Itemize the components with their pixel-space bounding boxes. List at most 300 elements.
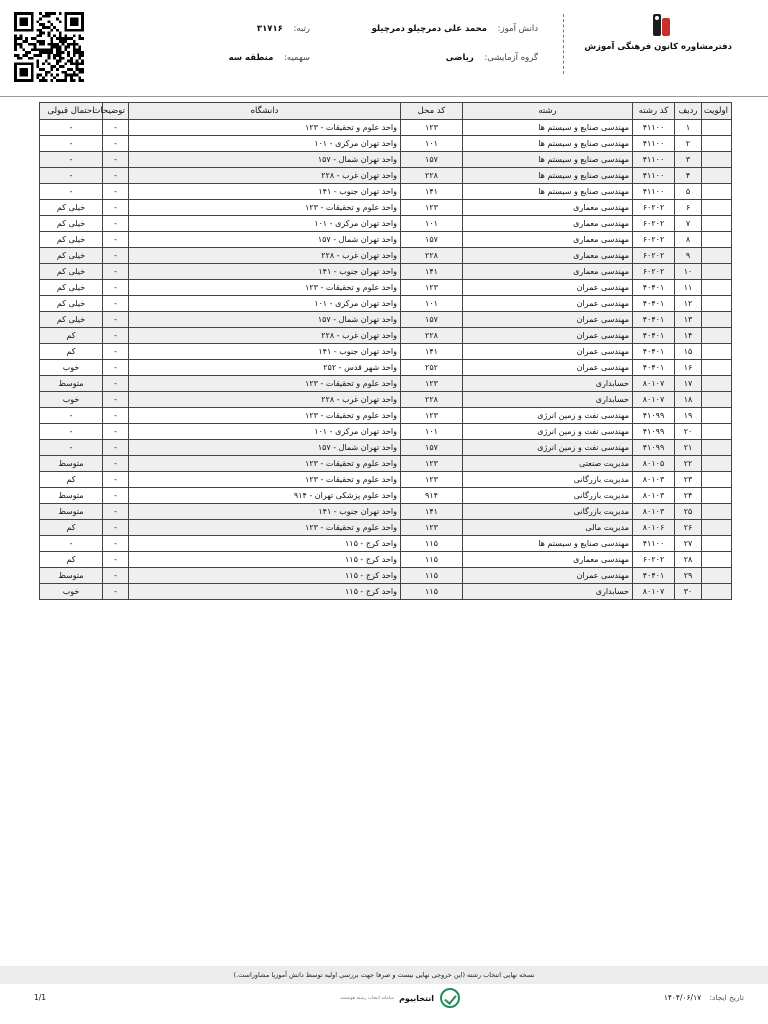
row-number-cell: ۲۵ xyxy=(675,504,702,520)
priority-cell xyxy=(702,504,732,520)
header-major-code: کد رشته xyxy=(633,103,675,120)
row-number-cell: ۶ xyxy=(675,200,702,216)
row-number-cell: ۱۶ xyxy=(675,360,702,376)
row-number-cell: ۷ xyxy=(675,216,702,232)
priority-cell xyxy=(702,280,732,296)
priority-cell xyxy=(702,168,732,184)
table-row xyxy=(40,568,732,584)
row-number-cell: ۱۵ xyxy=(675,344,702,360)
row-number-cell: ۱۰ xyxy=(675,264,702,280)
university-cell: واحد تهران جنوب - ۱۴۱ xyxy=(129,184,401,200)
quota-field xyxy=(229,53,310,63)
location-code-cell: ۲۲۸ xyxy=(401,392,463,408)
table-row xyxy=(40,392,732,408)
university-cell: واحد علوم و تحقیقات - ۱۲۳ xyxy=(129,376,401,392)
location-code-cell: ۹۱۴ xyxy=(401,488,463,504)
major-cell: مدیریت صنعتی xyxy=(463,456,633,472)
quota-label: سهمیه: xyxy=(284,53,310,63)
acceptance-chance-cell: - xyxy=(40,152,103,168)
priority-cell xyxy=(702,200,732,216)
university-cell: واحد علوم و تحقیقات - ۱۲۳ xyxy=(129,200,401,216)
table-row xyxy=(40,312,732,328)
major-code-cell: ۴۰۴۰۱ xyxy=(633,312,675,328)
university-cell: واحد تهران جنوب - ۱۴۱ xyxy=(129,344,401,360)
row-number-cell: ۲۸ xyxy=(675,552,702,568)
priority-cell xyxy=(702,488,732,504)
notes-cell: - xyxy=(103,440,129,456)
major-code-cell: ۸۰۱۰۷ xyxy=(633,584,675,600)
creation-date-value: ۱۴۰۴/۰۶/۱۷ xyxy=(663,993,702,1002)
university-cell: واحد کرج - ۱۱۵ xyxy=(129,552,401,568)
university-cell: واحد علوم و تحقیقات - ۱۲۳ xyxy=(129,280,401,296)
row-number-cell: ۳ xyxy=(675,152,702,168)
priority-cell xyxy=(702,360,732,376)
notes-cell: - xyxy=(103,152,129,168)
priority-cell xyxy=(702,552,732,568)
creation-date xyxy=(664,993,744,1002)
major-code-cell: ۴۱۱۰۰ xyxy=(633,168,675,184)
acceptance-chance-cell: خوب xyxy=(40,392,103,408)
row-number-cell: ۲۴ xyxy=(675,488,702,504)
major-code-cell: ۸۰۱۰۵ xyxy=(633,456,675,472)
table-row xyxy=(40,408,732,424)
location-code-cell: ۱۲۳ xyxy=(401,200,463,216)
university-cell: واحد تهران غرب - ۲۲۸ xyxy=(129,168,401,184)
row-number-cell: ۴ xyxy=(675,168,702,184)
table-row xyxy=(40,280,732,296)
acceptance-chance-cell: کم xyxy=(40,520,103,536)
major-cell: مهندسی صنایع و سیستم ها xyxy=(463,136,633,152)
acceptance-chance-cell: متوسط xyxy=(40,456,103,472)
table-row xyxy=(40,504,732,520)
location-code-cell: ۲۲۸ xyxy=(401,328,463,344)
major-cell: مهندسی معماری xyxy=(463,248,633,264)
major-code-cell: ۸۰۱۰۳ xyxy=(633,504,675,520)
notes-cell: - xyxy=(103,424,129,440)
row-number-cell: ۳۰ xyxy=(675,584,702,600)
location-code-cell: ۱۰۱ xyxy=(401,136,463,152)
report-header xyxy=(0,0,768,96)
row-number-cell: ۲۳ xyxy=(675,472,702,488)
major-cell: مهندسی عمران xyxy=(463,344,633,360)
major-code-cell: ۸۰۱۰۳ xyxy=(633,488,675,504)
table-row xyxy=(40,488,732,504)
acceptance-chance-cell: خیلی کم xyxy=(40,200,103,216)
university-cell: واحد تهران مرکزی - ۱۰۱ xyxy=(129,424,401,440)
major-code-cell: ۸۰۱۰۳ xyxy=(633,472,675,488)
major-cell: مهندسی معماری xyxy=(463,232,633,248)
row-number-cell: ۱ xyxy=(675,120,702,136)
location-code-cell: ۱۰۱ xyxy=(401,296,463,312)
major-cell: حسابداری xyxy=(463,376,633,392)
row-number-cell: ۱۲ xyxy=(675,296,702,312)
university-cell: واحد تهران غرب - ۲۲۸ xyxy=(129,328,401,344)
university-cell: واحد تهران شمال - ۱۵۷ xyxy=(129,232,401,248)
student-name-label: دانش آموز: xyxy=(497,24,538,34)
acceptance-chance-cell: - xyxy=(40,120,103,136)
header-divider xyxy=(563,14,564,74)
row-number-cell: ۸ xyxy=(675,232,702,248)
header-major: رشته xyxy=(463,103,633,120)
notes-cell: - xyxy=(103,280,129,296)
header-row-number: ردیف xyxy=(675,103,702,120)
location-code-cell: ۲۵۲ xyxy=(401,360,463,376)
row-number-cell: ۵ xyxy=(675,184,702,200)
major-cell: مهندسی عمران xyxy=(463,312,633,328)
notes-cell: - xyxy=(103,264,129,280)
table-row xyxy=(40,168,732,184)
major-cell: مهندسی نفت و زمین انرژی xyxy=(463,424,633,440)
priority-cell xyxy=(702,424,732,440)
row-number-cell: ۲۱ xyxy=(675,440,702,456)
major-cell: مهندسی عمران xyxy=(463,280,633,296)
table-row xyxy=(40,248,732,264)
priority-cell xyxy=(702,136,732,152)
acceptance-chance-cell: کم xyxy=(40,328,103,344)
acceptance-chance-cell: خوب xyxy=(40,360,103,376)
row-number-cell: ۹ xyxy=(675,248,702,264)
acceptance-chance-cell: خیلی کم xyxy=(40,312,103,328)
row-number-cell: ۱۷ xyxy=(675,376,702,392)
priority-cell xyxy=(702,344,732,360)
major-code-cell: ۴۰۴۰۱ xyxy=(633,296,675,312)
acceptance-chance-cell: - xyxy=(40,440,103,456)
major-cell: مهندسی معماری xyxy=(463,552,633,568)
table-row xyxy=(40,472,732,488)
table-row xyxy=(40,328,732,344)
exam-group-value: ریاضی xyxy=(445,53,474,63)
major-code-cell: ۶۰۲۰۲ xyxy=(633,248,675,264)
acceptance-chance-cell: متوسط xyxy=(40,488,103,504)
notes-cell: - xyxy=(103,168,129,184)
university-cell: واحد علوم و تحقیقات - ۱۲۳ xyxy=(129,408,401,424)
notes-cell: - xyxy=(103,248,129,264)
priority-cell xyxy=(702,392,732,408)
major-cell: مهندسی عمران xyxy=(463,296,633,312)
acceptance-chance-cell: متوسط xyxy=(40,568,103,584)
row-number-cell: ۲۹ xyxy=(675,568,702,584)
major-code-cell: ۶۰۲۰۲ xyxy=(633,552,675,568)
acceptance-chance-cell: خیلی کم xyxy=(40,280,103,296)
brand-block xyxy=(584,12,732,52)
acceptance-chance-cell: - xyxy=(40,184,103,200)
priority-cell xyxy=(702,376,732,392)
acceptance-chance-cell: - xyxy=(40,136,103,152)
table-row xyxy=(40,376,732,392)
notes-cell: - xyxy=(103,520,129,536)
notes-cell: - xyxy=(103,488,129,504)
priority-cell xyxy=(702,312,732,328)
notes-cell: - xyxy=(103,536,129,552)
table-row xyxy=(40,456,732,472)
major-cell: مهندسی صنایع و سیستم ها xyxy=(463,168,633,184)
priority-cell xyxy=(702,248,732,264)
university-cell: واحد علوم و تحقیقات - ۱۲۳ xyxy=(129,472,401,488)
university-cell: واحد تهران جنوب - ۱۴۱ xyxy=(129,504,401,520)
location-code-cell: ۱۲۳ xyxy=(401,456,463,472)
priority-cell xyxy=(702,184,732,200)
rank-label: رتبه: xyxy=(293,24,310,34)
priority-cell xyxy=(702,296,732,312)
notes-cell: - xyxy=(103,120,129,136)
university-cell: واحد تهران جنوب - ۱۴۱ xyxy=(129,264,401,280)
acceptance-chance-cell: خیلی کم xyxy=(40,216,103,232)
table-row xyxy=(40,584,732,600)
major-cell: مهندسی عمران xyxy=(463,568,633,584)
acceptance-chance-cell: خوب xyxy=(40,584,103,600)
student-name-field xyxy=(372,24,538,34)
row-number-cell: ۱۱ xyxy=(675,280,702,296)
header-location-code: کد محل xyxy=(401,103,463,120)
footer-app-tagline: سامانه انتخاب رشته هوشمند xyxy=(340,996,394,1001)
page-number: 1/1 xyxy=(34,993,47,1002)
header-acceptance-chance: احتمال قبولی xyxy=(40,103,103,120)
priority-cell xyxy=(702,152,732,168)
acceptance-chance-cell: متوسط xyxy=(40,376,103,392)
notes-cell: - xyxy=(103,184,129,200)
table-row xyxy=(40,264,732,280)
row-number-cell: ۲۲ xyxy=(675,456,702,472)
footer-app-name: انتخابیوم xyxy=(399,994,434,1003)
location-code-cell: ۱۲۳ xyxy=(401,120,463,136)
notes-cell: - xyxy=(103,456,129,472)
university-cell: واحد کرج - ۱۱۵ xyxy=(129,584,401,600)
major-code-cell: ۶۰۲۰۲ xyxy=(633,264,675,280)
notes-cell: - xyxy=(103,392,129,408)
rank-value: ۳۱۷۱۶ xyxy=(256,24,283,34)
acceptance-chance-cell: - xyxy=(40,424,103,440)
row-number-cell: ۲۶ xyxy=(675,520,702,536)
rank-field xyxy=(257,24,310,34)
major-code-cell: ۴۰۴۰۱ xyxy=(633,344,675,360)
major-code-cell: ۴۱۱۰۰ xyxy=(633,152,675,168)
location-code-cell: ۱۴۱ xyxy=(401,184,463,200)
acceptance-chance-cell: - xyxy=(40,168,103,184)
location-code-cell: ۱۱۵ xyxy=(401,568,463,584)
location-code-cell: ۱۵۷ xyxy=(401,440,463,456)
header-university: دانشگاه xyxy=(129,103,401,120)
major-code-cell: ۸۰۱۰۷ xyxy=(633,392,675,408)
notes-cell: - xyxy=(103,312,129,328)
table-row xyxy=(40,136,732,152)
table-row xyxy=(40,152,732,168)
table-row xyxy=(40,424,732,440)
major-cell: حسابداری xyxy=(463,584,633,600)
university-cell: واحد تهران شمال - ۱۵۷ xyxy=(129,440,401,456)
university-cell: واحد علوم و تحقیقات - ۱۲۳ xyxy=(129,456,401,472)
table-row xyxy=(40,440,732,456)
row-number-cell: ۲۷ xyxy=(675,536,702,552)
priority-cell xyxy=(702,440,732,456)
major-code-cell: ۶۰۲۰۲ xyxy=(633,216,675,232)
major-cell: مهندسی معماری xyxy=(463,216,633,232)
acceptance-chance-cell: - xyxy=(40,408,103,424)
row-number-cell: ۱۳ xyxy=(675,312,702,328)
university-cell: واحد تهران شمال - ۱۵۷ xyxy=(129,152,401,168)
major-code-cell: ۸۰۱۰۶ xyxy=(633,520,675,536)
row-number-cell: ۲۰ xyxy=(675,424,702,440)
location-code-cell: ۱۲۳ xyxy=(401,376,463,392)
major-cell: مدیریت بازرگانی xyxy=(463,488,633,504)
priority-cell xyxy=(702,216,732,232)
notes-cell: - xyxy=(103,584,129,600)
table-row xyxy=(40,184,732,200)
table-row xyxy=(40,520,732,536)
notes-cell: - xyxy=(103,136,129,152)
table-row xyxy=(40,200,732,216)
major-code-cell: ۴۰۴۰۱ xyxy=(633,360,675,376)
priority-cell xyxy=(702,264,732,280)
major-code-cell: ۴۱۱۰۰ xyxy=(633,120,675,136)
notes-cell: - xyxy=(103,344,129,360)
notes-cell: - xyxy=(103,296,129,312)
university-cell: واحد تهران مرکزی - ۱۰۱ xyxy=(129,136,401,152)
major-code-cell: ۴۰۴۰۱ xyxy=(633,568,675,584)
quota-value: منطقه سه xyxy=(228,53,274,63)
priority-cell xyxy=(702,472,732,488)
major-code-cell: ۴۱۰۹۹ xyxy=(633,408,675,424)
major-code-cell: ۴۱۱۰۰ xyxy=(633,536,675,552)
major-cell: مهندسی معماری xyxy=(463,200,633,216)
university-cell: واحد تهران مرکزی - ۱۰۱ xyxy=(129,296,401,312)
student-name-value: محمد علی دمرچیلو دمرچیلو xyxy=(371,24,487,34)
location-code-cell: ۱۱۵ xyxy=(401,536,463,552)
location-code-cell: ۱۴۱ xyxy=(401,344,463,360)
major-cell: مهندسی صنایع و سیستم ها xyxy=(463,184,633,200)
major-cell: مهندسی عمران xyxy=(463,328,633,344)
major-code-cell: ۴۰۴۰۱ xyxy=(633,328,675,344)
university-cell: واحد شهر قدس - ۲۵۲ xyxy=(129,360,401,376)
university-cell: واحد کرج - ۱۱۵ xyxy=(129,536,401,552)
creation-date-label: تاریخ ایجاد: xyxy=(709,993,744,1002)
university-cell: واحد تهران غرب - ۲۲۸ xyxy=(129,248,401,264)
priority-cell xyxy=(702,408,732,424)
notes-cell: - xyxy=(103,472,129,488)
location-code-cell: ۱۵۷ xyxy=(401,152,463,168)
priority-cell xyxy=(702,536,732,552)
location-code-cell: ۱۴۱ xyxy=(401,264,463,280)
location-code-cell: ۱۰۱ xyxy=(401,216,463,232)
priority-cell xyxy=(702,520,732,536)
footer-brand xyxy=(330,988,460,1008)
location-code-cell: ۱۰۱ xyxy=(401,424,463,440)
choices-table-container xyxy=(40,102,732,600)
location-code-cell: ۱۱۵ xyxy=(401,552,463,568)
priority-cell xyxy=(702,584,732,600)
acceptance-chance-cell: کم xyxy=(40,472,103,488)
university-cell: واحد تهران شمال - ۱۵۷ xyxy=(129,312,401,328)
exam-group-field xyxy=(446,53,538,63)
major-cell: مهندسی صنایع و سیستم ها xyxy=(463,152,633,168)
footer-notice: نسخه نهایی انتخاب رشته (این خروجی نهایی نیست و صرفا جهت بررسی اولیه توسط دانش آموزیا مشاوراست.) xyxy=(0,966,768,984)
major-cell: مهندسی نفت و زمین انرژی xyxy=(463,408,633,424)
acceptance-chance-cell: - xyxy=(40,536,103,552)
major-cell: حسابداری xyxy=(463,392,633,408)
university-cell: واحد تهران مرکزی - ۱۰۱ xyxy=(129,216,401,232)
university-cell: واحد تهران غرب - ۲۲۸ xyxy=(129,392,401,408)
table-header-row xyxy=(40,103,732,120)
notes-cell: - xyxy=(103,232,129,248)
major-cell: مدیریت بازرگانی xyxy=(463,472,633,488)
major-code-cell: ۶۰۲۰۲ xyxy=(633,232,675,248)
major-code-cell: ۴۱۰۹۹ xyxy=(633,440,675,456)
table-row xyxy=(40,552,732,568)
table-row xyxy=(40,232,732,248)
table-row xyxy=(40,344,732,360)
notes-cell: - xyxy=(103,552,129,568)
acceptance-chance-cell: خیلی کم xyxy=(40,296,103,312)
notes-cell: - xyxy=(103,328,129,344)
row-number-cell: ۱۸ xyxy=(675,392,702,408)
acceptance-chance-cell: کم xyxy=(40,344,103,360)
location-code-cell: ۱۱۵ xyxy=(401,584,463,600)
university-cell: واحد علوم پزشکی تهران - ۹۱۴ xyxy=(129,488,401,504)
notes-cell: - xyxy=(103,200,129,216)
notes-cell: - xyxy=(103,216,129,232)
location-code-cell: ۱۵۷ xyxy=(401,312,463,328)
major-cell: مهندسی صنایع و سیستم ها xyxy=(463,536,633,552)
priority-cell xyxy=(702,232,732,248)
major-code-cell: ۴۱۱۰۰ xyxy=(633,136,675,152)
location-code-cell: ۲۲۸ xyxy=(401,168,463,184)
row-number-cell: ۱۴ xyxy=(675,328,702,344)
notes-cell: - xyxy=(103,376,129,392)
location-code-cell: ۱۲۳ xyxy=(401,472,463,488)
major-cell: مهندسی نفت و زمین انرژی xyxy=(463,440,633,456)
header-rule xyxy=(0,96,768,97)
major-code-cell: ۴۱۰۹۹ xyxy=(633,424,675,440)
table-row xyxy=(40,296,732,312)
brand-name: دفترمشاوره کانون فرهنگی آموزش xyxy=(584,42,732,52)
major-cell: مدیریت بازرگانی xyxy=(463,504,633,520)
notes-cell: - xyxy=(103,568,129,584)
table-row xyxy=(40,360,732,376)
check-circle-icon xyxy=(440,988,460,1008)
notes-cell: - xyxy=(103,408,129,424)
qr-code-icon xyxy=(14,12,84,82)
major-cell: مدیریت مالی xyxy=(463,520,633,536)
location-code-cell: ۱۲۳ xyxy=(401,520,463,536)
kanoon-logo-icon xyxy=(649,12,675,38)
university-cell: واحد علوم و تحقیقات - ۱۲۳ xyxy=(129,120,401,136)
major-code-cell: ۴۰۴۰۱ xyxy=(633,280,675,296)
row-number-cell: ۱۹ xyxy=(675,408,702,424)
header-priority: اولویت xyxy=(702,103,732,120)
exam-group-label: گروه آزمایشی: xyxy=(484,53,538,63)
notes-cell: - xyxy=(103,504,129,520)
location-code-cell: ۲۲۸ xyxy=(401,248,463,264)
major-cell: مهندسی عمران xyxy=(463,360,633,376)
university-cell: واحد کرج - ۱۱۵ xyxy=(129,568,401,584)
acceptance-chance-cell: کم xyxy=(40,552,103,568)
acceptance-chance-cell: خیلی کم xyxy=(40,264,103,280)
major-code-cell: ۶۰۲۰۲ xyxy=(633,200,675,216)
header-notes: توضیحات xyxy=(103,103,129,120)
major-cell: مهندسی صنایع و سیستم ها xyxy=(463,120,633,136)
row-number-cell: ۲ xyxy=(675,136,702,152)
table-row xyxy=(40,216,732,232)
location-code-cell: ۱۲۳ xyxy=(401,280,463,296)
acceptance-chance-cell: متوسط xyxy=(40,504,103,520)
choices-table xyxy=(39,102,732,600)
priority-cell xyxy=(702,328,732,344)
table-row xyxy=(40,120,732,136)
major-cell: مهندسی معماری xyxy=(463,264,633,280)
priority-cell xyxy=(702,456,732,472)
university-cell: واحد علوم و تحقیقات - ۱۲۳ xyxy=(129,520,401,536)
table-row xyxy=(40,536,732,552)
location-code-cell: ۱۵۷ xyxy=(401,232,463,248)
